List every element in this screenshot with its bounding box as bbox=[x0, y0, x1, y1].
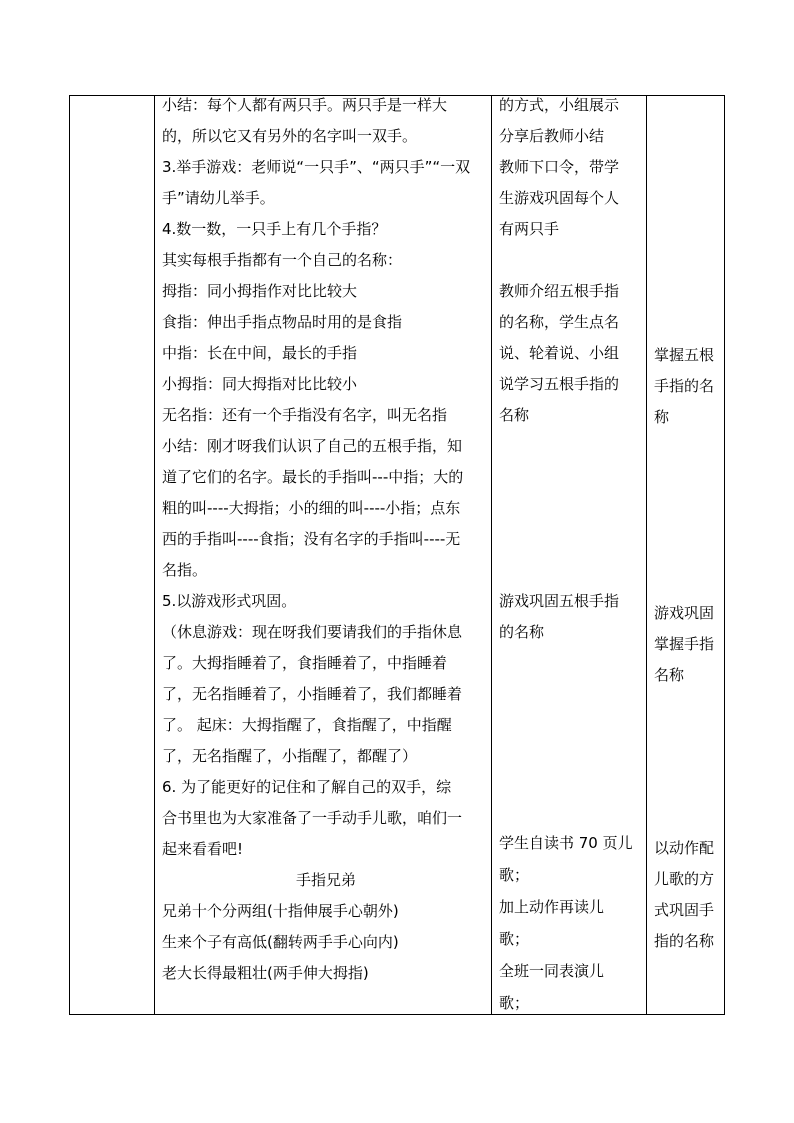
lesson-table bbox=[69, 95, 725, 1015]
content-line: 兄弟十个分两组(十指伸展手心朝外) bbox=[162, 902, 399, 920]
goal-line: 手指的名 bbox=[654, 377, 715, 395]
goal-line: 以动作配 bbox=[654, 839, 715, 857]
teacher-line: 学生自读书 70 页儿 bbox=[499, 834, 633, 852]
activity-content-column bbox=[162, 90, 490, 989]
content-line: 合书里也为大家准备了一手动手儿歌，咱们一 bbox=[162, 809, 463, 827]
teacher-student-column-lower bbox=[499, 827, 641, 1019]
teacher-line: 名称 bbox=[499, 406, 530, 424]
teacher-line: 有两只手 bbox=[499, 220, 560, 238]
content-line: 生来个子有高低(翻转两手手心向内) bbox=[162, 933, 399, 951]
goal-line: 名称 bbox=[654, 666, 685, 684]
teacher-line: 说、轮着说、小组 bbox=[499, 344, 620, 362]
content-line: 老大长得最粗壮(两手伸大拇指) bbox=[162, 964, 369, 982]
content-line: 了，无名指睡着了，小指睡着了，我们都睡着 bbox=[162, 685, 463, 703]
content-line: 起来看看吧! bbox=[162, 840, 244, 858]
column-divider bbox=[154, 96, 155, 1014]
teacher-line: 加上动作再读儿 bbox=[499, 898, 605, 916]
column-divider bbox=[491, 96, 492, 1014]
content-line: 其实每根手指都有一个自己的名称： bbox=[162, 251, 403, 269]
goal-line: 儿歌的方 bbox=[654, 870, 715, 888]
content-line: 无名指：还有一个手指没有名字，叫无名指 bbox=[162, 406, 448, 424]
goal-line: 式巩固手 bbox=[654, 901, 715, 919]
teacher-line: 歌； bbox=[499, 994, 530, 1012]
content-line: 5.以游戏形式巩固。 bbox=[162, 592, 297, 610]
content-line: 小结：刚才呀我们认识了自己的五根手指，知 bbox=[162, 437, 463, 455]
goal-line: 游戏巩固 bbox=[654, 604, 715, 622]
content-line: 西的手指叫----食指；没有名字的手指叫----无 bbox=[162, 530, 461, 548]
goal-line: 掌握五根 bbox=[654, 346, 715, 364]
goal-line: 掌握手指 bbox=[654, 635, 715, 653]
teacher-line: 歌； bbox=[499, 930, 530, 948]
content-line: 中指：长在中间，最长的手指 bbox=[162, 344, 358, 362]
column-divider bbox=[646, 96, 647, 1014]
teacher-line: 说学习五根手指的 bbox=[499, 375, 620, 393]
teacher-line: 的方式，小组展示 bbox=[499, 96, 620, 114]
teacher-line: 教师下口令，带学 bbox=[499, 158, 620, 176]
content-line: 4.数一数，一只手上有几个手指？ bbox=[162, 220, 387, 238]
content-line: 手”请幼儿举手。 bbox=[162, 189, 275, 207]
teacher-line: 的名称 bbox=[499, 623, 545, 641]
content-line: 3.举手游戏：老师说“一只手”、“两只手”“一双 bbox=[162, 158, 471, 176]
goal-column bbox=[654, 833, 722, 957]
teacher-line: 生游戏巩固每个人 bbox=[499, 189, 620, 207]
content-line: 粗的叫----大拇指；小的细的叫----小指；点东 bbox=[162, 499, 461, 517]
content-line: （休息游戏：现在呀我们要请我们的手指休息 bbox=[162, 623, 463, 641]
rhyme-title: 手指兄弟 bbox=[295, 871, 356, 889]
content-line: 拇指：同小拇指作对比比较大 bbox=[162, 282, 358, 300]
content-line: 食指：伸出手指点物品时用的是食指 bbox=[162, 313, 403, 331]
content-line: 的，所以它又有另外的名字叫一双手。 bbox=[162, 127, 418, 145]
content-line: 了。大拇指睡着了，食指睡着了，中指睡着 bbox=[162, 654, 448, 672]
teacher-line: 的名称，学生点名 bbox=[499, 313, 620, 331]
goal-column bbox=[654, 340, 722, 433]
goal-column bbox=[654, 598, 722, 691]
teacher-line: 歌； bbox=[499, 866, 530, 884]
content-line: 道了它们的名字。最长的手指叫---中指；大的 bbox=[162, 468, 464, 486]
teacher-line: 游戏巩固五根手指 bbox=[499, 592, 620, 610]
goal-line: 指的名称 bbox=[654, 932, 715, 950]
content-line: 小拇指：同大拇指对比比较小 bbox=[162, 375, 358, 393]
teacher-line: 全班一同表演儿 bbox=[499, 962, 605, 980]
content-line: 了，无名指醒了，小指醒了，都醒了） bbox=[162, 747, 418, 765]
teacher-line: 分享后教师小结 bbox=[499, 127, 605, 145]
content-line: 6. 为了能更好的记住和了解自己的双手，综 bbox=[162, 778, 452, 796]
teacher-line: 教师介绍五根手指 bbox=[499, 282, 620, 300]
teacher-student-column bbox=[499, 90, 641, 648]
content-line: 名指。 bbox=[162, 561, 208, 579]
goal-line: 称 bbox=[654, 408, 670, 426]
content-line: 了。 起床：大拇指醒了，食指醒了，中指醒 bbox=[162, 716, 452, 734]
content-line: 小结：每个人都有两只手。两只手是一样大 bbox=[162, 96, 448, 114]
